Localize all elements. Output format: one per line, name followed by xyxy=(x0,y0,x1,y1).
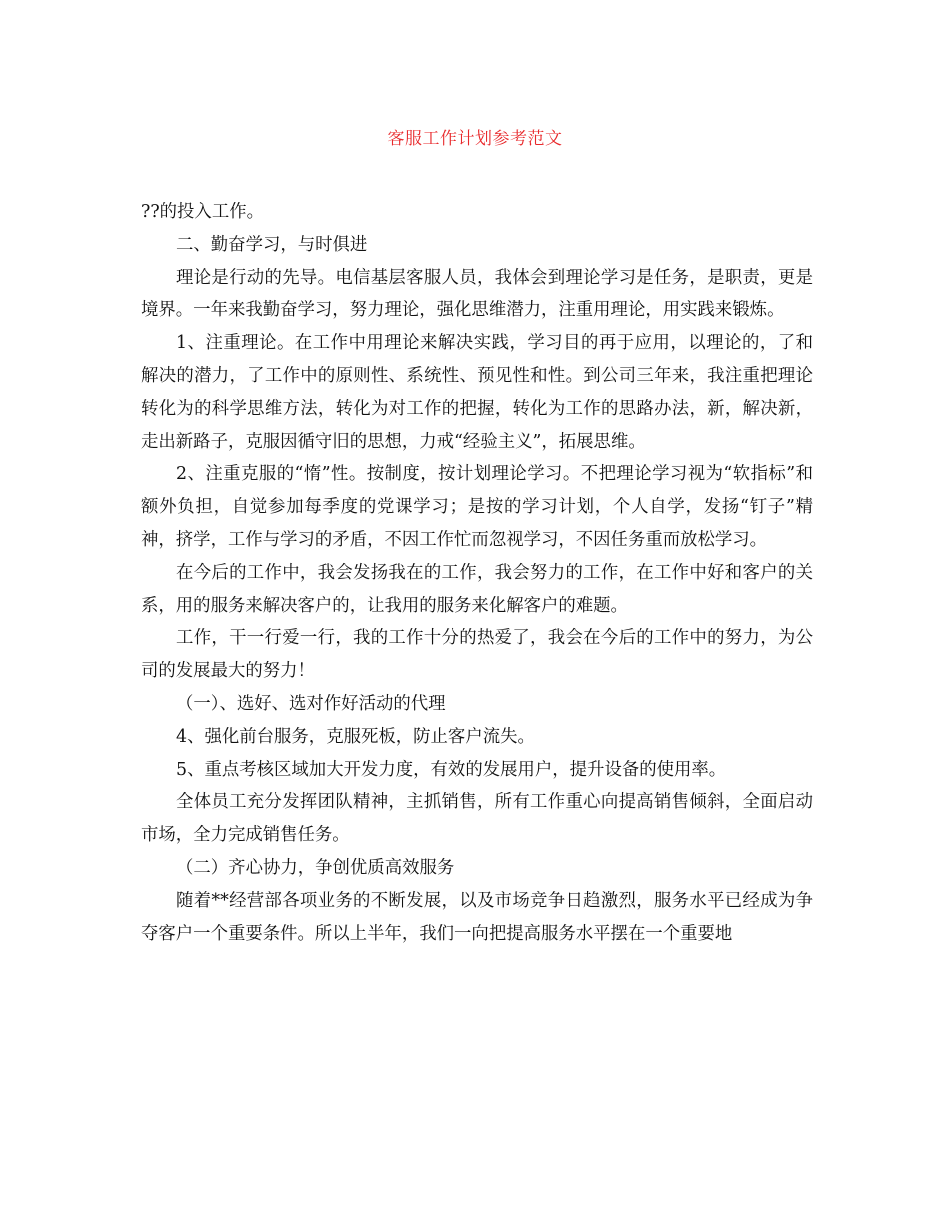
paragraph: （一）、选好、选对作好活动的代理 xyxy=(176,693,446,714)
paragraph: 随着**经营部各项业务的不断发展，以及市场竞争日趋激烈，服务水平已经成为争夺客户一个重要条件。所以上半年，我们一向把提高服务水平摆在一个重要地 xyxy=(141,890,813,944)
paragraph: ??的投入工作。 xyxy=(141,202,264,222)
paragraph: 在今后的工作中，我会发扬我在的工作，我会努力的工作，在工作中好和客户的关系，用的服务来解决客户的，让我用的服务来化解客户的难题。 xyxy=(141,562,813,616)
paragraph: 5、重点考核区域加大开发力度，有效的发展用户，提升设备的使用率。 xyxy=(176,759,727,780)
paragraph: 2、注重克服的“惰”性。按制度，按计划理论学习。不把理论学习视为“软指标”和额外负担，自觉参加每季度的党课学习；是按的学习计划，个人自学，发扬“钉子”精神，挤学，工作与学习的矛盾，不因工作忙而忽视学习，不因任务重而放松学习。 xyxy=(141,464,813,550)
paragraph: 1、注重理论。在工作中用理论来解决实践，学习目的再于应用，以理论的，了和解决的潜力，了工作中的原则性、系统性、预见性和性。到公司三年来，我注重把理论转化为的科学思维方法，转化为对工作的把握，转化为工作的思路办法，新，解决新，走出新路子，克服因循守旧的思想，力戒“经验主义”，拓展思维。 xyxy=(141,333,813,452)
paragraph: 工作，干一行爱一行，我的工作十分的热爱了，我会在今后的工作中的努力，为公司的发展最大的努力！ xyxy=(141,628,813,682)
document-body xyxy=(141,196,813,950)
paragraph: （二）齐心协力，争创优质高效服务 xyxy=(176,857,455,878)
paragraph: 二、勤奋学习，与时俱进 xyxy=(176,234,368,255)
paragraph: 4、强化前台服务，克服死板，防止客户流失。 xyxy=(176,726,535,747)
paragraph: 全体员工充分发挥团队精神，主抓销售，所有工作重心向提高销售倾斜，全面启动市场，全力完成销售任务。 xyxy=(141,792,813,846)
paragraph: 理论是行动的先导。电信基层客服人员，我体会到理论学习是任务，是职责，更是境界。一年来我勤奋学习，努力理论，强化思维潜力，注重用理论，用实践来锻炼。 xyxy=(141,267,813,321)
document-title: 客服工作计划参考范文 xyxy=(387,129,563,149)
